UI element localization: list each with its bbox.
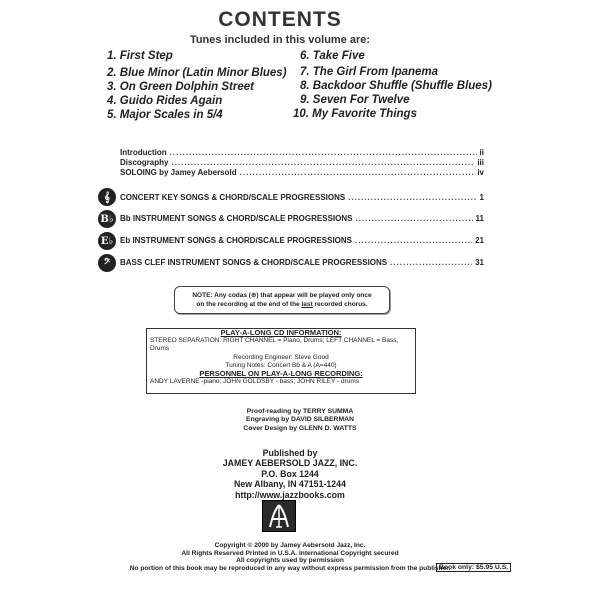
- toc-label: Bb INSTRUMENT SONGS & CHORD/SCALE PROGRESSIONS: [120, 214, 353, 223]
- tune-item: 8. Backdoor Shuffle (Shuffle Blues): [300, 80, 492, 92]
- toc-label: CONCERT KEY SONGS & CHORD/SCALE PROGRESSIONS: [120, 193, 346, 202]
- page-subtitle: Tunes included in this volume are:: [189, 34, 371, 46]
- publisher-name: JAMEY AEBERSOLD JAZZ, INC.: [222, 458, 358, 469]
- toc-entry-discography: [120, 158, 484, 167]
- note-text: recorded chorus.: [312, 301, 368, 308]
- toc-entry-concert: [120, 193, 484, 202]
- toc-label: Discography: [120, 158, 169, 167]
- toc-page: 31: [475, 258, 484, 267]
- copyright-line: All copyrights used by permission: [236, 557, 344, 565]
- note-line-1: NOTE: Any codas (⊕) that appear will be played only once: [192, 292, 372, 299]
- toc-leader: [171, 158, 474, 167]
- stereo-separation: STEREO SEPARATION: RIGHT CHANNEL = Piano, Drums; LEFT CHANNEL = Bass, Drums: [150, 337, 399, 353]
- cd-info-heading: PLAY-A-LONG CD INFORMATION:: [220, 328, 342, 337]
- treble-clef-icon: 𝄞: [98, 188, 116, 206]
- e-flat-icon: E♭: [98, 232, 116, 250]
- toc-label: Introduction: [120, 148, 167, 157]
- toc-leader: [240, 168, 475, 177]
- b-flat-icon: B♭: [98, 210, 116, 228]
- note-emphasis: last: [301, 301, 313, 308]
- toc-leader: [348, 193, 476, 202]
- toc-entry-introduction: [120, 148, 484, 157]
- credit-line: Engraving by DAVID SILBERMAN: [246, 416, 354, 424]
- tune-item: 5. Major Scales in 5/4: [107, 109, 223, 121]
- publisher-address: P.O. Box 1244: [261, 468, 319, 479]
- toc-leader: [390, 258, 472, 267]
- tune-item: 4. Guido Rides Again: [107, 95, 223, 107]
- publisher-city: New Albany, IN 47151-1244: [234, 479, 346, 490]
- cd-info-box: [146, 328, 416, 394]
- note-line-2: [175, 300, 389, 309]
- page-title: CONTENTS: [218, 8, 342, 31]
- toc-page: 11: [475, 214, 484, 223]
- toc-leader: [355, 214, 472, 223]
- note-text: on the recording at the end of the: [196, 301, 302, 308]
- tuning-notes: Tuning Notes: Concert Bb & A (A=440): [225, 361, 337, 369]
- toc-label: BASS CLEF INSTRUMENT SONGS & CHORD/SCALE PROGRESSIONS: [120, 258, 388, 267]
- credit-line: Proof-reading by TERRY SUMMA: [246, 408, 354, 415]
- tune-item: 1. First Step: [107, 50, 173, 62]
- publisher-logo: [262, 500, 296, 532]
- tune-item: 2. Blue Minor (Latin Minor Blues): [107, 67, 287, 79]
- credit-line: Cover Design by GLENN D. WATTS: [243, 424, 357, 432]
- toc-label: SOLOING by Jamey Aebersold: [120, 168, 237, 177]
- toc-entry-soloing: [120, 168, 484, 177]
- copyright-line: All Rights Reserved Printed in U.S.A. International Copyright secured: [181, 549, 399, 557]
- toc-page: 21: [475, 236, 484, 245]
- toc-page: iv: [477, 168, 484, 177]
- publisher-line: Published by: [262, 448, 318, 458]
- tune-item: 3. On Green Dolphin Street: [107, 81, 254, 93]
- toc-page: iii: [477, 158, 484, 167]
- toc-page: ii: [479, 148, 484, 157]
- toc-page: 1: [479, 193, 484, 202]
- bass-clef-icon: 𝄢: [98, 254, 116, 272]
- personnel-heading: PERSONNEL ON PLAY-A-LONG RECORDING:: [199, 369, 363, 379]
- personnel-list: ANDY LAVERNE -piano; JOHN GOLDSBY - bass; JOHN RILEY - drums: [150, 378, 360, 386]
- publisher-block: [200, 448, 380, 500]
- ja-logo-icon: [263, 501, 295, 531]
- publisher-url[interactable]: http://www.jazzbooks.com: [235, 489, 345, 500]
- price-badge: Book only: $5.95 U.S.: [436, 563, 511, 572]
- toc-leader: [170, 148, 477, 157]
- tune-item: 9. Seven For Twelve: [300, 94, 410, 106]
- coda-note: [174, 286, 390, 314]
- copyright-line: Copyright © 2000 by Jamey Aebersold Jazz, Inc.: [214, 542, 366, 549]
- toc-entry-bb: [120, 214, 484, 223]
- tune-item: 10. My Favorite Things: [293, 108, 417, 120]
- copyright-line: No portion of this book may be reproduced in any way without express permission from the publisher.: [129, 564, 451, 572]
- toc-label: Eb INSTRUMENT SONGS & CHORD/SCALE PROGRESSIONS: [120, 236, 353, 245]
- tune-item: 6. Take Five: [300, 50, 365, 62]
- toc-leader: [355, 236, 472, 245]
- tune-item: 7. The Girl From Ipanema: [300, 66, 439, 78]
- recording-engineer: Recording Engineer: Steve Good: [233, 353, 329, 361]
- toc-entry-bass: [120, 258, 484, 267]
- toc-entry-eb: [120, 236, 484, 245]
- credits: [200, 408, 400, 433]
